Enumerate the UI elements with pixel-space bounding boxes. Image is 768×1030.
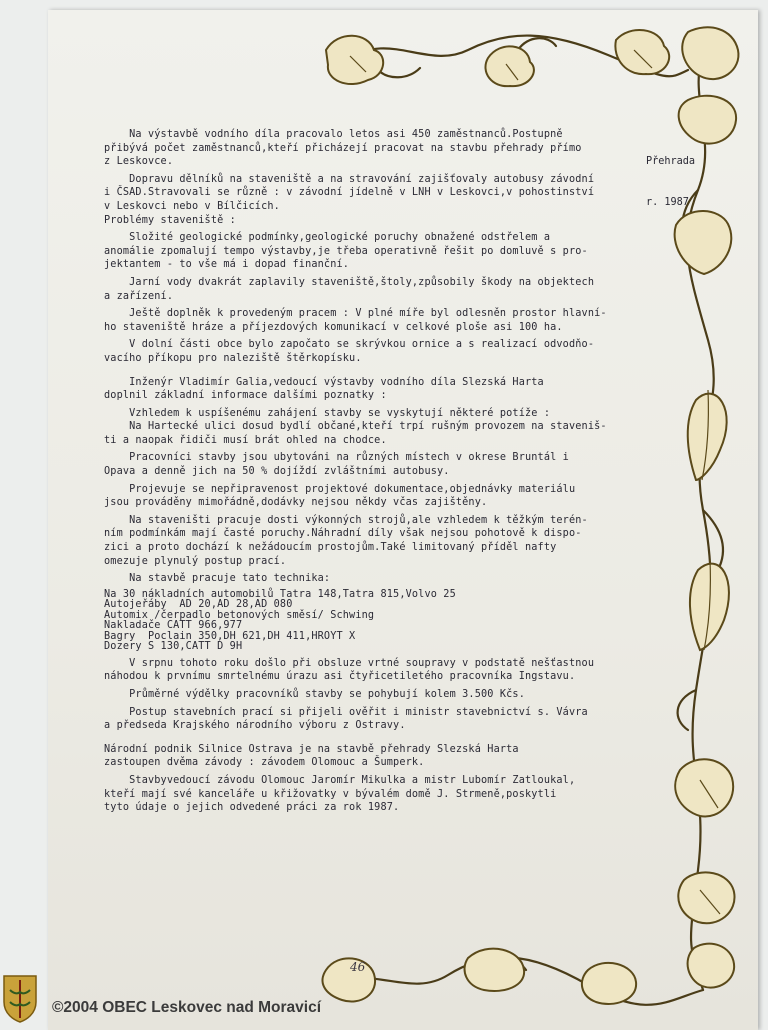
text-line: zastoupen dvěma závody : závodem Olomouc a Šumperk. — [104, 757, 425, 769]
equipment-line: Automix /čerpadlo betonových směsí/ Schwing — [104, 609, 375, 621]
text-line: Projevuje se nepřipravenost projektové dokumentace,objednávky materiálu — [104, 483, 576, 495]
text-line: ním podmínkám mají časté poruchy.Náhradní díly však nejsou pohotově k dispo- — [104, 528, 582, 540]
margin-note-line: Přehrada — [646, 156, 696, 168]
text-line: z Leskovce. — [104, 156, 174, 168]
text-line: náhodou k prvnímu smrtelnému úrazu asi čtyřicetiletého pracovníka Ingstavu. — [104, 671, 576, 683]
text-line: anomálie zpomalují tempo výstavby,je třeba operativně řešit po domluvě s pro- — [104, 245, 588, 257]
section-heading: Problémy staveniště : — [104, 214, 236, 226]
text-line: Opava a denně jich na 50 % dojíždí zvláštními autobusy. — [104, 466, 450, 478]
text-line: V dolní části obce bylo započato se skrývkou ornice a s realizací odvodňo- — [104, 339, 595, 351]
equipment-line: Bagry Poclain 350,DH 621,DH 411,HROYT X — [104, 630, 356, 642]
text-line: jsou prováděny mimořádně,dodávky nejsou někdy včas zajištěny. — [104, 497, 488, 509]
text-line: Postup stavebních prací si přijeli ověřit i ministr stavebnictví s. Vávra — [104, 706, 588, 718]
text-line: i ČSAD.Stravovali se různě : v závodní jídelně v LNH v Leskovci,v pohostinství — [104, 187, 595, 199]
text-line: a předseda Krajského národního výboru z Ostravy. — [104, 720, 406, 732]
text-line: Pracovníci stavby jsou ubytováni na různých místech v okrese Bruntál i — [104, 452, 569, 464]
margin-note-line: r. 1987 — [646, 196, 689, 208]
text-line: Dopravu dělníků na staveniště a na stravování zajišťovaly autobusy závodní — [104, 173, 595, 185]
text-line: Stavbyvedoucí závodu Olomouc Jaromír Mikulka a mistr Lubomír Zatloukal, — [104, 774, 576, 786]
typed-text-body — [104, 128, 644, 815]
text-line: tyto údaje o jejich odvedené práci za rok 1987. — [104, 802, 400, 814]
text-line: Na výstavbě vodního díla pracovalo letos asi 450 zaměstnanců.Postupně — [104, 129, 563, 140]
equipment-line: Dozery S 130,CATT D 9H — [104, 641, 243, 653]
text-line: ti a naopak řidiči musí brát ohled na chodce. — [104, 434, 387, 446]
text-line: Na Hartecké ulici dosud bydlí občané,kteří trpí rušným provozem na staveniš- — [104, 421, 607, 433]
text-line: Průměrné výdělky pracovníků stavby se pohybují kolem 3.500 Kčs. — [104, 689, 525, 700]
equipment-line: Na 30 nákladních automobilů Tatra 148,Tatra 815,Volvo 25 — [104, 588, 456, 600]
equipment-line: Nakladače CATT 966,977 — [104, 620, 243, 632]
document-page — [48, 10, 758, 1030]
text-line: přibývá počet zaměstnanců,kteří přicházejí pracovat na stavbu přehrady přímo — [104, 142, 582, 154]
text-line: Na stavbě pracuje tato technika: — [104, 573, 331, 585]
text-line: ho staveniště hráze a příjezdových komunikací v celkové ploše asi 100 ha. — [104, 321, 563, 333]
text-line: v Leskovci nebo v Bílčicích. — [104, 200, 280, 212]
text-line: kteří mají své kanceláře u křižovatky v bývalém domě J. Strmeně,poskytli — [104, 788, 557, 800]
text-line: doplnil základní informace dalšími poznatky : — [104, 390, 387, 402]
text-line: Inženýr Vladimír Galia,vedoucí výstavby vodního díla Slezská Harta — [104, 376, 544, 388]
text-line: Národní podnik Silnice Ostrava je na stavbě přehrady Slezská Harta — [104, 743, 519, 755]
text-line: zici a proto dochází k nežádoucím prostojům.Také limitovaný příděl nafty — [104, 542, 557, 554]
text-line: vacího příkopu pro naleziště štěrkopísku. — [104, 352, 362, 364]
text-line: Složité geologické podmínky,geologické poruchy obnažené odstřelem a — [104, 232, 551, 244]
text-line: Vzhledem k uspíšenému zahájení stavby se vyskytují některé potíže : — [104, 407, 551, 419]
page-number: 46 — [350, 960, 366, 974]
margin-note — [646, 128, 695, 237]
copyright-footer: ©2004 OBEC Leskovec nad Moravicí — [52, 999, 322, 1016]
text-line: V srpnu tohoto roku došlo při obsluze vrtné soupravy v podstatě nešťastnou — [104, 657, 595, 669]
text-line: Na staveništi pracuje dosti výkonných strojů,ale vzhledem k těžkým terén- — [104, 514, 588, 526]
village-emblem-icon — [0, 972, 40, 1024]
text-line: Ještě doplněk k provedeným pracem : V plné míře byl odlesněn prostor hlavní- — [104, 308, 607, 320]
equipment-line: Autojeřáby AD 20,AD 28,AD 080 — [104, 599, 293, 611]
text-line: a zařízení. — [104, 290, 174, 302]
text-line: omezuje plynulý postup prací. — [104, 555, 287, 567]
text-line: Jarní vody dvakrát zaplavily staveniště,štoly,způsobily škody na objektech — [104, 276, 595, 288]
text-line: jektantem - to vše má i dopad finanční. — [104, 259, 350, 271]
